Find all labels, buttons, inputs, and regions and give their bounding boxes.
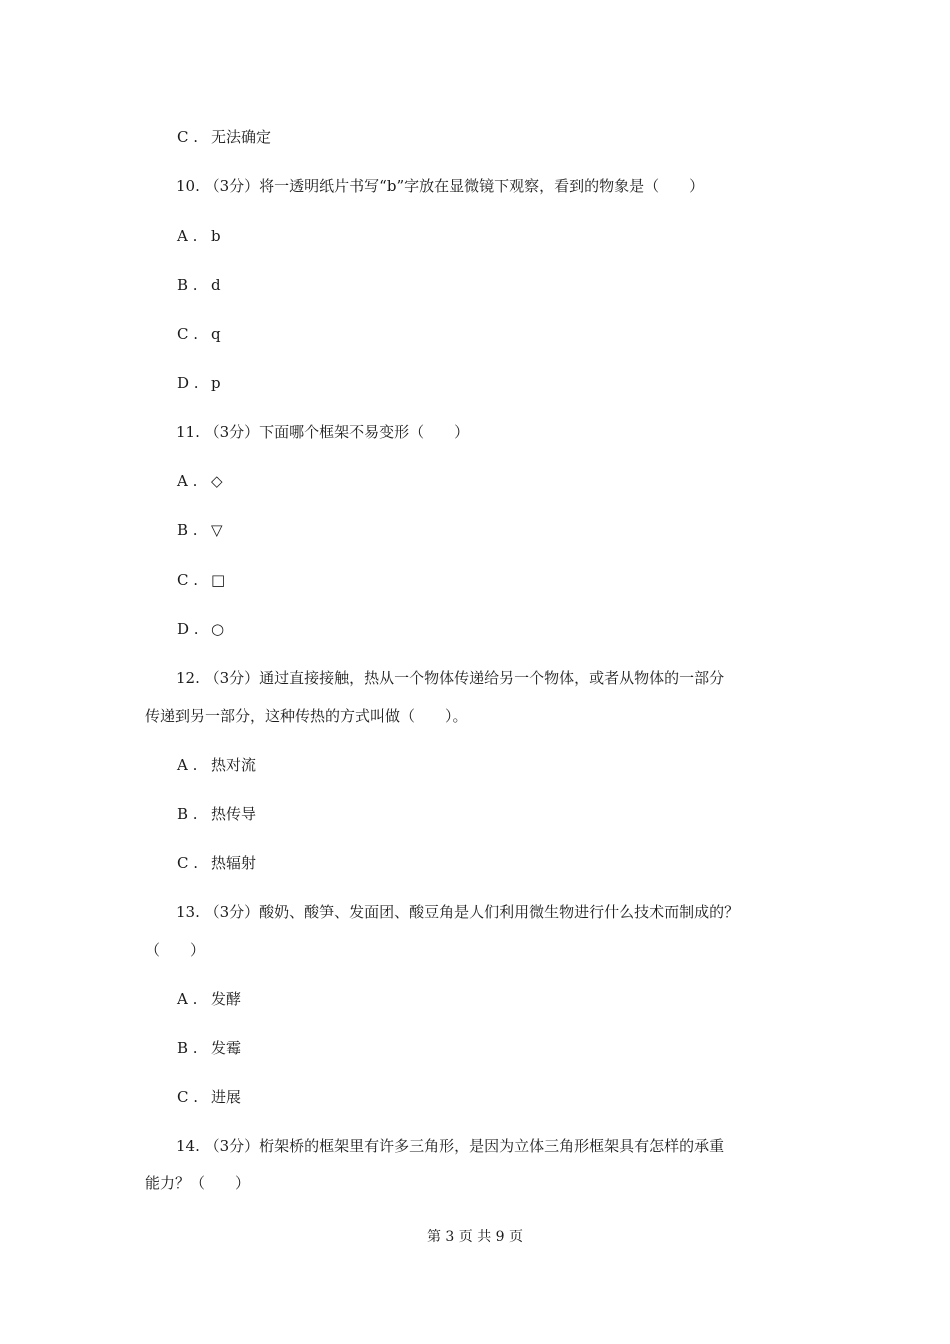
option-text: 发酵 xyxy=(211,990,242,1008)
answer-option xyxy=(177,570,225,590)
option-text: ◇ xyxy=(211,472,223,490)
answer-option xyxy=(177,989,241,1009)
option-letter: B . xyxy=(177,276,198,294)
answer-option xyxy=(177,226,221,246)
question-text: 12. （3分）通过直接接触，热从一个物体传递给另一个物体，或者从物体的一部分 xyxy=(176,669,725,687)
option-text: d xyxy=(211,276,221,294)
answer-option xyxy=(177,1087,241,1107)
question-text-continued: 传递到另一部分，这种传热的方式叫做（ ）。 xyxy=(145,707,468,725)
option-letter: C . xyxy=(177,571,199,589)
option-text: □ xyxy=(211,571,226,589)
option-letter: B . xyxy=(177,521,198,539)
option-text: 热对流 xyxy=(211,756,257,774)
option-text: b xyxy=(211,227,221,245)
page-footer: 第 3 页 共 9 页 xyxy=(426,1229,524,1245)
option-text: ▽ xyxy=(211,521,223,539)
option-text: ○ xyxy=(211,620,225,638)
option-letter: B . xyxy=(177,1039,198,1057)
option-text: p xyxy=(211,374,221,392)
question-text: 13. （3分）酸奶、酸笋、发面团、酸豆角是人们利用微生物进行什么技术而制成的？ xyxy=(176,903,740,921)
answer-option xyxy=(177,755,256,775)
question-text: 10. （3分）将一透明纸片书写“b”字放在显微镜下观察，看到的物象是（ ） xyxy=(176,177,705,195)
option-letter: A . xyxy=(177,227,198,245)
option-text: 进展 xyxy=(211,1088,242,1106)
answer-option xyxy=(177,373,221,393)
option-letter: A . xyxy=(177,472,198,490)
option-letter: D . xyxy=(177,620,199,638)
answer-option xyxy=(177,804,256,824)
option-text: 发霉 xyxy=(211,1039,242,1057)
option-letter: B . xyxy=(177,805,198,823)
question-text: 14. （3分）桁架桥的框架里有许多三角形，是因为立体三角形框架具有怎样的承重 xyxy=(176,1137,725,1155)
question-text-continued: 能力？（ ） xyxy=(145,1174,251,1192)
option-text: 热辐射 xyxy=(211,854,257,872)
option-text: 无法确定 xyxy=(211,128,272,146)
question-text-continued: （ ） xyxy=(145,941,206,959)
option-letter: C . xyxy=(177,854,199,872)
option-letter: A . xyxy=(177,990,198,1008)
answer-option xyxy=(177,127,271,147)
answer-option xyxy=(177,619,224,639)
answer-option xyxy=(177,275,221,295)
answer-option xyxy=(177,324,221,344)
option-letter: C . xyxy=(177,128,199,146)
option-letter: D . xyxy=(177,374,199,392)
answer-option xyxy=(177,1038,241,1058)
option-letter: C . xyxy=(177,1088,199,1106)
answer-option xyxy=(177,853,256,873)
option-text: 热传导 xyxy=(211,805,257,823)
answer-option xyxy=(177,520,223,540)
option-text: q xyxy=(211,325,221,343)
option-letter: A . xyxy=(177,756,198,774)
answer-option xyxy=(177,471,223,491)
option-letter: C . xyxy=(177,325,199,343)
question-text: 11. （3分）下面哪个框架不易变形（ ） xyxy=(176,423,470,441)
